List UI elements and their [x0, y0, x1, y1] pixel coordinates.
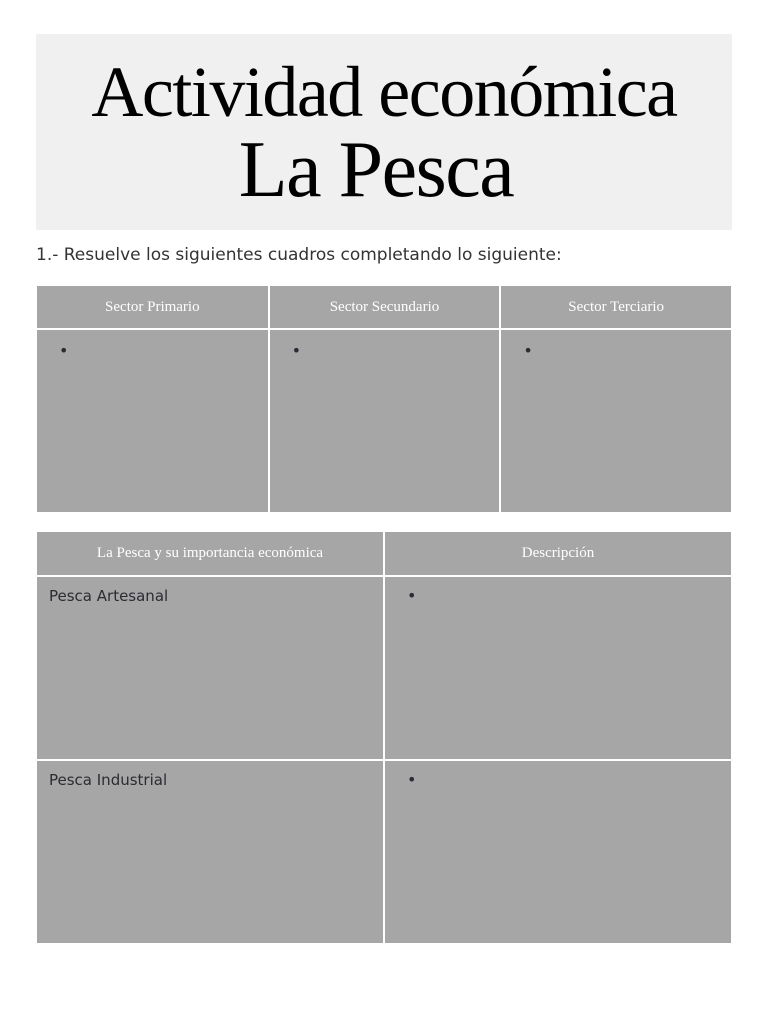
- bullet-primario: •: [59, 341, 69, 360]
- bullet-artesanal: •: [407, 586, 417, 605]
- answer-cell-terciario[interactable]: [500, 329, 732, 513]
- label-pesca-industrial: Pesca Industrial: [49, 771, 168, 789]
- bullet-industrial: •: [407, 770, 417, 789]
- instruction-text: 1.- Resuelve los siguientes cuadros completando lo siguiente:: [36, 245, 562, 265]
- title-line-1: Actividad económica: [91, 52, 677, 132]
- description-cell-industrial[interactable]: [384, 760, 732, 944]
- fishing-table: [35, 530, 733, 945]
- header-sector-terciario: Sector Terciario: [500, 285, 732, 329]
- header-descripcion: Descripción: [384, 531, 732, 576]
- sectors-header-row: [36, 285, 732, 329]
- sectors-answer-row: [36, 329, 732, 513]
- description-cell-artesanal[interactable]: [384, 576, 732, 760]
- label-cell-artesanal: [36, 576, 384, 760]
- header-importancia: La Pesca y su importancia económica: [36, 531, 384, 576]
- header-sector-primario: Sector Primario: [36, 285, 269, 329]
- sectors-table: [35, 284, 733, 514]
- answer-cell-secundario[interactable]: [269, 329, 501, 513]
- answer-cell-primario[interactable]: [36, 329, 269, 513]
- bullet-secundario: •: [291, 341, 302, 360]
- label-cell-industrial: [36, 760, 384, 944]
- title-box: [36, 34, 732, 230]
- header-sector-secundario: Sector Secundario: [269, 285, 501, 329]
- table-row: [36, 576, 732, 760]
- fishing-header-row: [36, 531, 732, 576]
- table-row: [36, 760, 732, 944]
- label-pesca-artesanal: Pesca Artesanal: [49, 587, 169, 605]
- title-line-2: La Pesca: [238, 126, 514, 214]
- bullet-terciario: •: [523, 341, 533, 360]
